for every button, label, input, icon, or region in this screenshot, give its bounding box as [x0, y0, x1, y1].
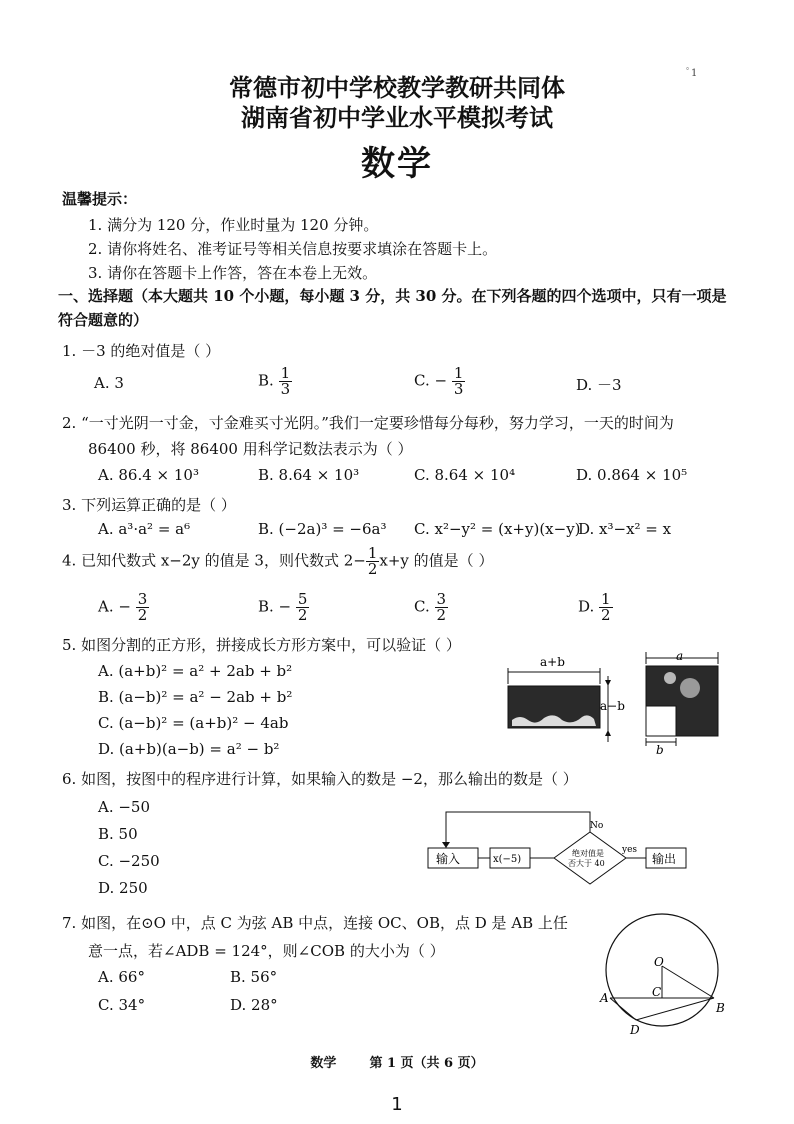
subject-title: 数学 [361, 144, 433, 184]
q4-stem-fraction [366, 546, 380, 577]
input-label: 输入 [436, 852, 461, 866]
q1-stem: 1. －3 的绝对值是（ ） [62, 342, 221, 360]
condition-label-line2: 否大于 40 [568, 859, 605, 868]
q1-option-a: A. 3 [94, 374, 124, 392]
q4-option-d-fraction [599, 592, 613, 623]
label-a-minus-b: a−b [600, 699, 625, 713]
numerator: 5 [297, 590, 308, 608]
no-label: No [590, 821, 604, 831]
point-b-label: B [716, 1001, 725, 1015]
q2-stem-line2: 86400 秒，将 86400 用科学记数法表示为（ ） [88, 440, 413, 458]
q5-stem: 5. 如图分割的正方形，拼接成长方形方案中，可以验证（ ） [62, 636, 461, 654]
exam-name-title: 湖南省初中学业水平模拟考试 [241, 104, 553, 132]
shape-texture [664, 672, 676, 684]
small-square [646, 706, 676, 736]
exam-org-title: 常德市初中学校教学教研共同体 [229, 74, 565, 102]
q7-stem-line1: 7. 如图，在⊙O 中，点 C 为弦 AB 中点，连接 OC、OB，点 D 是 AB 上任 [62, 914, 568, 932]
denominator: 2 [436, 606, 447, 624]
condition-label-line1: 绝对值是 [572, 849, 604, 858]
q6-flowchart [420, 800, 700, 886]
numerator: 1 [453, 364, 464, 382]
q1-option-c-label: C. − [414, 371, 448, 390]
q4-option-d-label: D. [578, 597, 595, 616]
q2-stem-line1: 2. “一寸光阴一寸金，寸金难买寸光阴。”我们一定要珍惜每分每秒，努力学习，一天的时间为 [62, 414, 674, 432]
denominator: 3 [280, 380, 291, 398]
q5-option-a: A. (a+b)² = a² + 2ab + b² [98, 662, 293, 680]
arrow-head [605, 680, 611, 686]
footer-page-info: 第 1 页（共 6 页） [369, 1056, 484, 1071]
numerator: 3 [436, 590, 447, 608]
yes-label: yes [622, 845, 638, 855]
q4-option-a-fraction [136, 592, 150, 623]
q4-option-a-label: A. − [98, 597, 131, 616]
label-a-plus-b: a+b [540, 655, 565, 669]
label-b: b [656, 743, 664, 757]
denominator: 2 [601, 606, 611, 624]
tip-item: 3. 请你在答题卡上作答，答在本卷上无效。 [88, 264, 378, 282]
q3-stem: 3. 下列运算正确的是（ ） [62, 496, 236, 514]
q1-option-c [414, 366, 465, 397]
q3-option-d: D. x³−x² = x [578, 520, 672, 538]
q3-option-b: B. (−2a)³ = −6a³ [258, 520, 387, 538]
output-label: 输出 [652, 852, 677, 866]
q7-option-d: D. 28° [230, 996, 278, 1014]
numerator: 1 [280, 364, 291, 382]
q4-stem-pre: 4. 已知代数式 x−2y 的值是 3，则代数式 2− [62, 551, 366, 570]
numerator: 1 [367, 544, 378, 562]
shape-texture [680, 678, 700, 698]
q6-option-b: B. 50 [98, 825, 138, 843]
arrow-head [605, 730, 611, 736]
label-a: a [676, 649, 684, 663]
corner-mark: ﾟ1 [686, 68, 698, 79]
section-heading-line2: 符合题意的） [58, 311, 149, 329]
q4-option-d [578, 592, 613, 623]
q2-option-b: B. 8.64 × 10³ [258, 466, 360, 484]
q1-option-b [258, 366, 292, 397]
loop-arrow [446, 812, 590, 848]
q1-option-c-fraction [452, 366, 466, 397]
q7-option-c: C. 34° [98, 996, 146, 1014]
point-a-label: A [600, 991, 609, 1005]
section-heading-line1: 一、选择题（本大题共 10 个小题，每小题 3 分，共 30 分。在下列各题的四个选项中，只有一项是 [58, 287, 727, 305]
q7-circle-figure [596, 910, 736, 1038]
q4-stem [62, 546, 493, 577]
arrow-head [442, 842, 450, 848]
q4-option-c-fraction [435, 592, 449, 623]
q4-option-c-label: C. [414, 597, 430, 616]
q5-option-d: D. (a+b)(a−b) = a² − b² [98, 740, 280, 758]
q5-option-b: B. (a−b)² = a² − 2ab + b² [98, 688, 293, 706]
q4-option-b-fraction [296, 592, 310, 623]
page-footer [0, 1052, 794, 1071]
q4-option-c [414, 592, 448, 623]
denominator: 2 [137, 606, 148, 624]
q6-stem: 6. 如图，按图中的程序进行计算，如果输入的数是 −2，那么输出的数是（ ） [62, 770, 578, 788]
q2-option-d: D. 0.864 × 10⁵ [576, 466, 688, 484]
operation-label: x(−5) [493, 854, 522, 865]
denominator: 3 [453, 380, 464, 398]
q6-option-c: C. −250 [98, 852, 160, 870]
q4-option-a [98, 592, 149, 623]
page-number: 1 [391, 1094, 403, 1115]
point-c-label: C [652, 985, 662, 999]
q7-option-b: B. 56° [230, 968, 278, 986]
tip-item: 1. 满分为 120 分，作业时量为 120 分钟。 [88, 216, 379, 234]
q1-option-b-label: B. [258, 371, 274, 390]
numerator: 3 [137, 590, 148, 608]
q3-option-c: C. x²−y² = (x+y)(x−y) [414, 520, 581, 538]
tips-heading: 温馨提示： [62, 190, 138, 208]
q3-option-a: A. a³·a² = a⁶ [98, 520, 191, 538]
section-heading [58, 284, 738, 332]
denominator: 2 [297, 606, 308, 624]
q5-option-c: C. (a−b)² = (a+b)² − 4ab [98, 714, 289, 732]
q6-option-d: D. 250 [98, 879, 148, 897]
denominator: 2 [367, 560, 378, 578]
tip-item: 2. 请你将姓名、准考证号等相关信息按要求填涂在答题卡上。 [88, 240, 498, 258]
q1-option-b-fraction [279, 366, 293, 397]
q4-option-b-label: B. − [258, 597, 292, 616]
q2-option-c: C. 8.64 × 10⁴ [414, 466, 516, 484]
segment-ad [610, 998, 636, 1020]
numerator: 1 [601, 590, 611, 608]
point-o-label: O [654, 955, 664, 969]
q1-option-d: D. －3 [576, 376, 622, 394]
q7-stem-line2: 意一点，若∠ADB = 124°，则∠COB 的大小为（ ） [88, 942, 445, 960]
q4-option-b [258, 592, 309, 623]
q7-option-a: A. 66° [98, 968, 145, 986]
q4-stem-post: x+y 的值是（ ） [379, 551, 494, 570]
footer-subject: 数学 [310, 1056, 337, 1071]
q5-figure [500, 648, 730, 758]
q6-option-a: A. −50 [98, 798, 151, 816]
point-d-label: D [630, 1023, 640, 1037]
q2-option-a: A. 86.4 × 10³ [98, 466, 199, 484]
segment-ob [662, 966, 714, 998]
condition-diamond [554, 832, 626, 884]
